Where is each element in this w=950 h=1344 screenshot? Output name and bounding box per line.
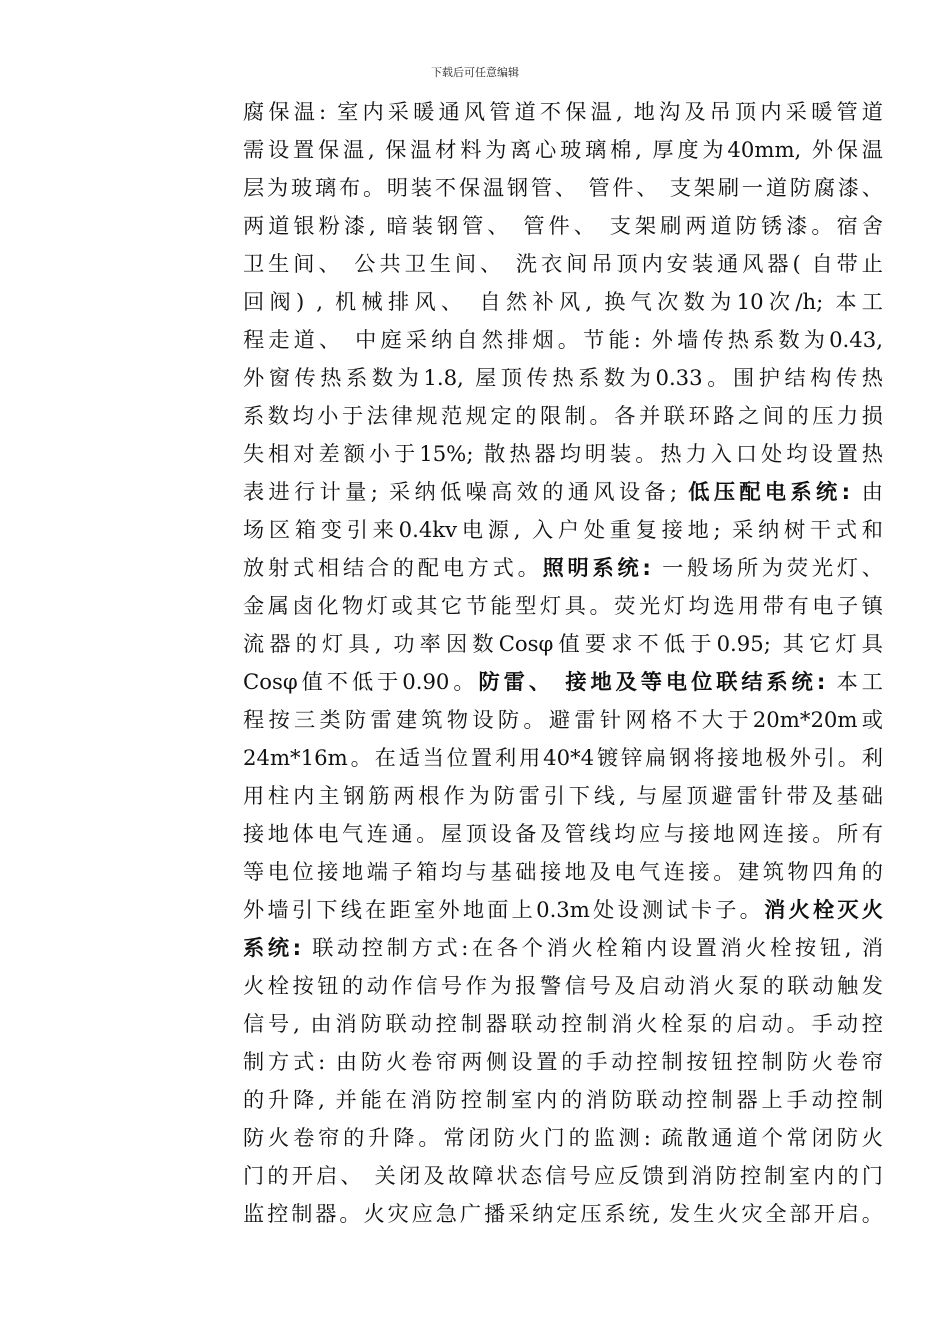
text-segment: 等电位接地端子箱均与基础接地及电气连接。建筑物四角的 — [243, 859, 883, 884]
text-line — [243, 473, 883, 511]
text-segment: 场区箱变引来0.4kv电源, 入户处重复接地; 采纳树干式和 — [243, 517, 883, 542]
text-line — [243, 663, 883, 701]
text-line — [243, 967, 883, 1005]
text-segment: 外墙引下线在距室外地面上0.3m处设测试卡子。 — [243, 897, 765, 922]
text-segment: 表进行计量; 采纳低噪高效的通风设备; — [243, 479, 689, 504]
text-segment: 金属卤化物灯或其它节能型灯具。荧光灯均选用带有电子镇 — [243, 593, 883, 618]
text-segment: 本工 — [836, 669, 883, 694]
text-line — [243, 1119, 883, 1157]
text-segment: 失相对差额小于15%; 散热器均明装。热力入口处均设置热 — [243, 441, 883, 466]
text-segment: 24m*16m。在适当位置利用40*4镀锌扁钢将接地极外引。利 — [243, 745, 883, 770]
text-segment: 层为玻璃布。明装不保温钢管、 管件、 支架刷一道防腐漆、 — [243, 175, 883, 200]
text-segment: 两道银粉漆, 暗装钢管、 管件、 支架刷两道防锈漆。宿舍 — [243, 213, 883, 238]
text-segment: 门的开启、 关闭及故障状态信号应反馈到消防控制室内的门 — [243, 1163, 883, 1188]
text-line — [243, 435, 883, 473]
body-text — [243, 93, 883, 1233]
text-segment: 流器的灯具, 功率因数Cosφ值要求不低于0.95; 其它灯具 — [243, 631, 883, 656]
text-line — [243, 93, 883, 131]
text-segment: 的升降, 并能在消防控制室内的消防联动控制器上手动控制 — [243, 1087, 883, 1112]
text-segment: 火栓按钮的动作信号作为报警信号及启动消火泵的联动触发 — [243, 973, 883, 998]
text-segment: 系数均小于法律规范规定的限制。各并联环路之间的压力损 — [243, 403, 883, 428]
text-segment: 联动控制方式:在各个消火栓箱内设置消火栓按钮, 消 — [312, 935, 884, 960]
text-line — [243, 245, 883, 283]
text-line — [243, 1081, 883, 1119]
text-segment: 程按三类防雷建筑物设防。避雷针网格不大于20m*20m或 — [243, 707, 883, 732]
text-segment: 外窗传热系数为1.8, 屋顶传热系数为0.33。围护结构传热 — [243, 365, 883, 390]
text-line — [243, 739, 883, 777]
text-line — [243, 701, 883, 739]
section-heading: 低压配电系统: — [688, 479, 862, 504]
text-segment: 一般场所为荧光灯、 — [662, 555, 883, 580]
text-line — [243, 131, 883, 169]
text-line — [243, 207, 883, 245]
text-line — [243, 929, 883, 967]
text-line — [243, 777, 883, 815]
text-line — [243, 549, 883, 587]
text-segment: 接地体电气连通。屋顶设备及管线均应与接地网连接。所有 — [243, 821, 883, 846]
text-line — [243, 587, 883, 625]
text-line — [243, 1043, 883, 1081]
text-line — [243, 397, 883, 435]
text-segment: 用柱内主钢筋两根作为防雷引下线, 与屋顶避雷针带及基础 — [243, 783, 883, 808]
text-line — [243, 321, 883, 359]
text-line — [243, 359, 883, 397]
text-segment: 需设置保温, 保温材料为离心玻璃棉, 厚度为40mm, 外保温 — [243, 137, 883, 162]
text-line — [243, 1157, 883, 1195]
section-heading: 消火栓灭火 — [764, 897, 883, 922]
text-line — [243, 815, 883, 853]
text-line — [243, 853, 883, 891]
text-line — [243, 1005, 883, 1043]
page-header: 下载后可任意编辑 — [431, 66, 519, 79]
section-heading: 防雷、 接地及等电位联结系统: — [478, 669, 837, 694]
text-segment: Cosφ值不低于0.90。 — [243, 669, 479, 694]
text-segment: 放射式相结合的配电方式。 — [243, 555, 543, 580]
text-segment: 回阀) , 机械排风、 自然补风, 换气次数为10次/h; 本工 — [243, 289, 883, 314]
text-segment: 监控制器。火灾应急广播采纳定压系统, 发生火灾全部开启。 — [243, 1201, 883, 1226]
text-line — [243, 1195, 883, 1233]
text-segment: 腐保温: 室内采暖通风管道不保温, 地沟及吊顶内采暖管道 — [243, 99, 883, 124]
text-segment: 防火卷帘的升降。常闭防火门的监测: 疏散通道个常闭防火 — [243, 1125, 883, 1150]
section-heading: 系统: — [243, 935, 313, 960]
text-segment: 卫生间、 公共卫生间、 洗衣间吊顶内安装通风器( 自带止 — [243, 251, 883, 276]
section-heading: 照明系统: — [542, 555, 663, 580]
text-line — [243, 511, 883, 549]
text-segment: 信号, 由消防联动控制器联动控制消火栓泵的启动。手动控 — [243, 1011, 883, 1036]
text-segment: 由 — [861, 479, 883, 504]
text-segment: 制方式: 由防火卷帘两侧设置的手动控制按钮控制防火卷帘 — [243, 1049, 883, 1074]
text-line — [243, 625, 883, 663]
text-segment: 程走道、 中庭采纳自然排烟。节能: 外墙传热系数为0.43, — [243, 327, 883, 352]
text-line — [243, 891, 883, 929]
text-line — [243, 169, 883, 207]
text-line — [243, 283, 883, 321]
